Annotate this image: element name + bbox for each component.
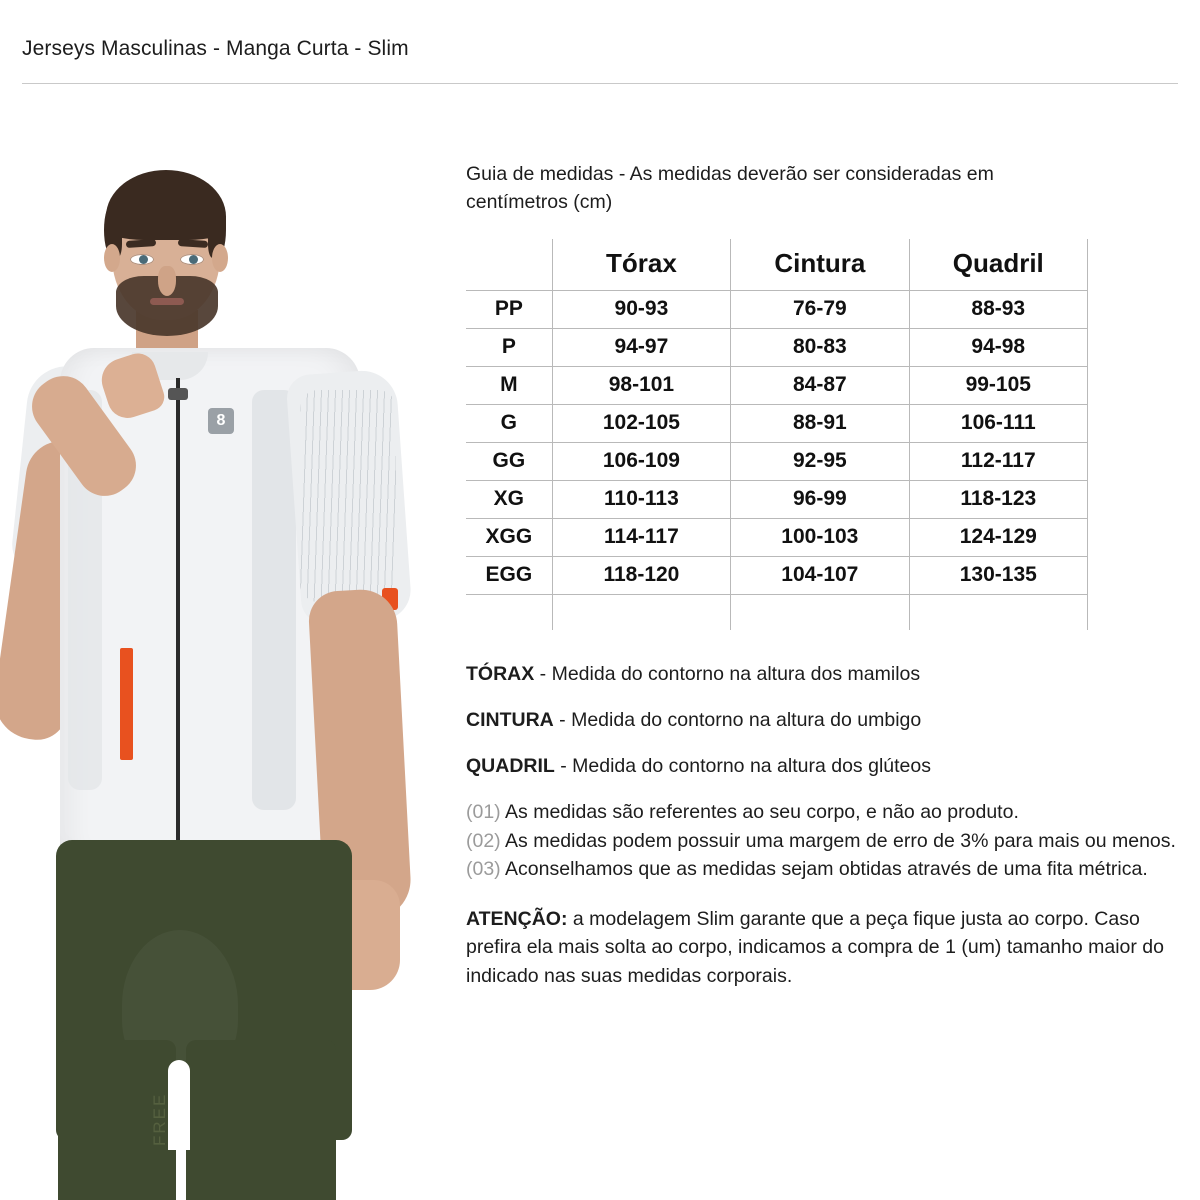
measurement-guide-content (466, 160, 1182, 990)
size-chart-body (466, 290, 1088, 630)
table-row (466, 518, 1088, 556)
row-size-label-empty (466, 594, 552, 630)
note-text: Aconselhamos que as medidas sejam obtidas através de uma fita métrica. (500, 857, 1148, 880)
cell-torax: 110-113 (552, 480, 730, 518)
size-chart-table (466, 239, 1088, 630)
definition-text-torax: - Medida do contorno na altura dos mamilos (534, 662, 921, 685)
jersey-chest-logo: 8 (208, 408, 234, 434)
model-nose (158, 266, 176, 296)
cell-cintura: 96-99 (731, 480, 909, 518)
bib-shorts-inseam-gap (168, 1060, 190, 1150)
measurement-notes (466, 798, 1182, 883)
row-size-label: XG (466, 480, 552, 518)
table-header-row (466, 239, 1088, 291)
model-mouth (150, 298, 184, 305)
attention-label: ATENÇÃO: (466, 908, 568, 931)
cell-torax: 102-105 (552, 404, 730, 442)
table-row (466, 366, 1088, 404)
cell-torax: 94-97 (552, 328, 730, 366)
page-header (22, 36, 1178, 84)
note-number: (02) (466, 829, 501, 852)
cell-torax: 114-117 (552, 518, 730, 556)
jersey-sleeve-texture (300, 390, 396, 602)
cell-quadril: 106-111 (909, 404, 1087, 442)
definition-text-quadril: - Medida do contorno na altura dos glúteos (554, 755, 931, 778)
row-size-label: G (466, 404, 552, 442)
note-item (466, 855, 1182, 883)
cell-quadril: 99-105 (909, 366, 1087, 404)
bib-shorts-brand-text: FREE (150, 1092, 169, 1146)
table-corner-cell (466, 239, 552, 291)
cell-cintura: 80-83 (731, 328, 909, 366)
cell-quadril: 124-129 (909, 518, 1087, 556)
table-row (466, 328, 1088, 366)
bib-shorts-right-leg (186, 1040, 336, 1200)
cell-cintura: 92-95 (731, 442, 909, 480)
model-left-ear (104, 244, 120, 272)
table-row (466, 290, 1088, 328)
column-header-torax: Tórax (552, 239, 730, 291)
cell-quadril: 118-123 (909, 480, 1087, 518)
row-size-label: XGG (466, 518, 552, 556)
row-size-label: EGG (466, 556, 552, 594)
table-row (466, 556, 1088, 594)
size-chart-head (466, 239, 1088, 291)
model-left-pupil (139, 255, 148, 264)
model-right-pupil (189, 255, 198, 264)
table-row (466, 404, 1088, 442)
guide-note: Guia de medidas - As medidas deverão ser consideradas em centímetros (cm) (466, 163, 994, 214)
cell-empty (731, 594, 909, 630)
definition-cintura (466, 706, 1182, 735)
note-text: As medidas podem possuir uma margem de erro de 3% para mais ou menos. (500, 829, 1176, 852)
cell-torax: 118-120 (552, 556, 730, 594)
model-photo (0, 140, 440, 1200)
definition-term-cintura: CINTURA (466, 708, 554, 731)
cell-quadril: 112-117 (909, 442, 1087, 480)
cell-cintura: 88-91 (731, 404, 909, 442)
row-size-label: GG (466, 442, 552, 480)
cell-empty (552, 594, 730, 630)
note-item (466, 827, 1182, 855)
table-row (466, 442, 1088, 480)
cell-quadril: 94-98 (909, 328, 1087, 366)
definition-text-cintura: - Medida do contorno na altura do umbigo (553, 708, 922, 731)
cell-quadril: 130-135 (909, 556, 1087, 594)
header-divider (22, 83, 1178, 84)
note-text: As medidas são referentes ao seu corpo, e não ao produto. (500, 801, 1019, 824)
jersey-right-side-panel (252, 390, 296, 810)
cell-empty (909, 594, 1087, 630)
jersey-orange-side-tab (120, 648, 133, 760)
note-number: (03) (466, 857, 501, 880)
definition-term-torax: TÓRAX (466, 662, 535, 685)
definition-term-quadril: QUADRIL (466, 755, 555, 778)
jersey-zipper-pull (168, 388, 188, 400)
model-right-ear (212, 244, 228, 272)
attention-block (466, 905, 1178, 990)
page-title: Jerseys Masculinas - Manga Curta - Slim (22, 37, 409, 60)
jersey-zipper (176, 378, 180, 840)
definition-quadril (466, 752, 1182, 781)
row-size-label: PP (466, 290, 552, 328)
cell-torax: 98-101 (552, 366, 730, 404)
cell-quadril: 88-93 (909, 290, 1087, 328)
cell-cintura: 104-107 (731, 556, 909, 594)
cell-cintura: 76-79 (731, 290, 909, 328)
measurement-definitions (466, 660, 1182, 782)
table-row-empty (466, 594, 1088, 630)
column-header-quadril: Quadril (909, 239, 1087, 291)
row-size-label: M (466, 366, 552, 404)
cell-torax: 106-109 (552, 442, 730, 480)
cell-cintura: 100-103 (731, 518, 909, 556)
cell-cintura: 84-87 (731, 366, 909, 404)
note-item (466, 798, 1182, 826)
cell-torax: 90-93 (552, 290, 730, 328)
definition-torax (466, 660, 1182, 689)
row-size-label: P (466, 328, 552, 366)
column-header-cintura: Cintura (731, 239, 909, 291)
table-row (466, 480, 1088, 518)
attention-text: a modelagem Slim garante que a peça fique justa ao corpo. Caso prefira ela mais solta ao corpo, indicamos a compra de 1 (um) tamanho maior do indicado nas suas medidas corporais. (466, 908, 1164, 987)
note-number: (01) (466, 801, 501, 824)
